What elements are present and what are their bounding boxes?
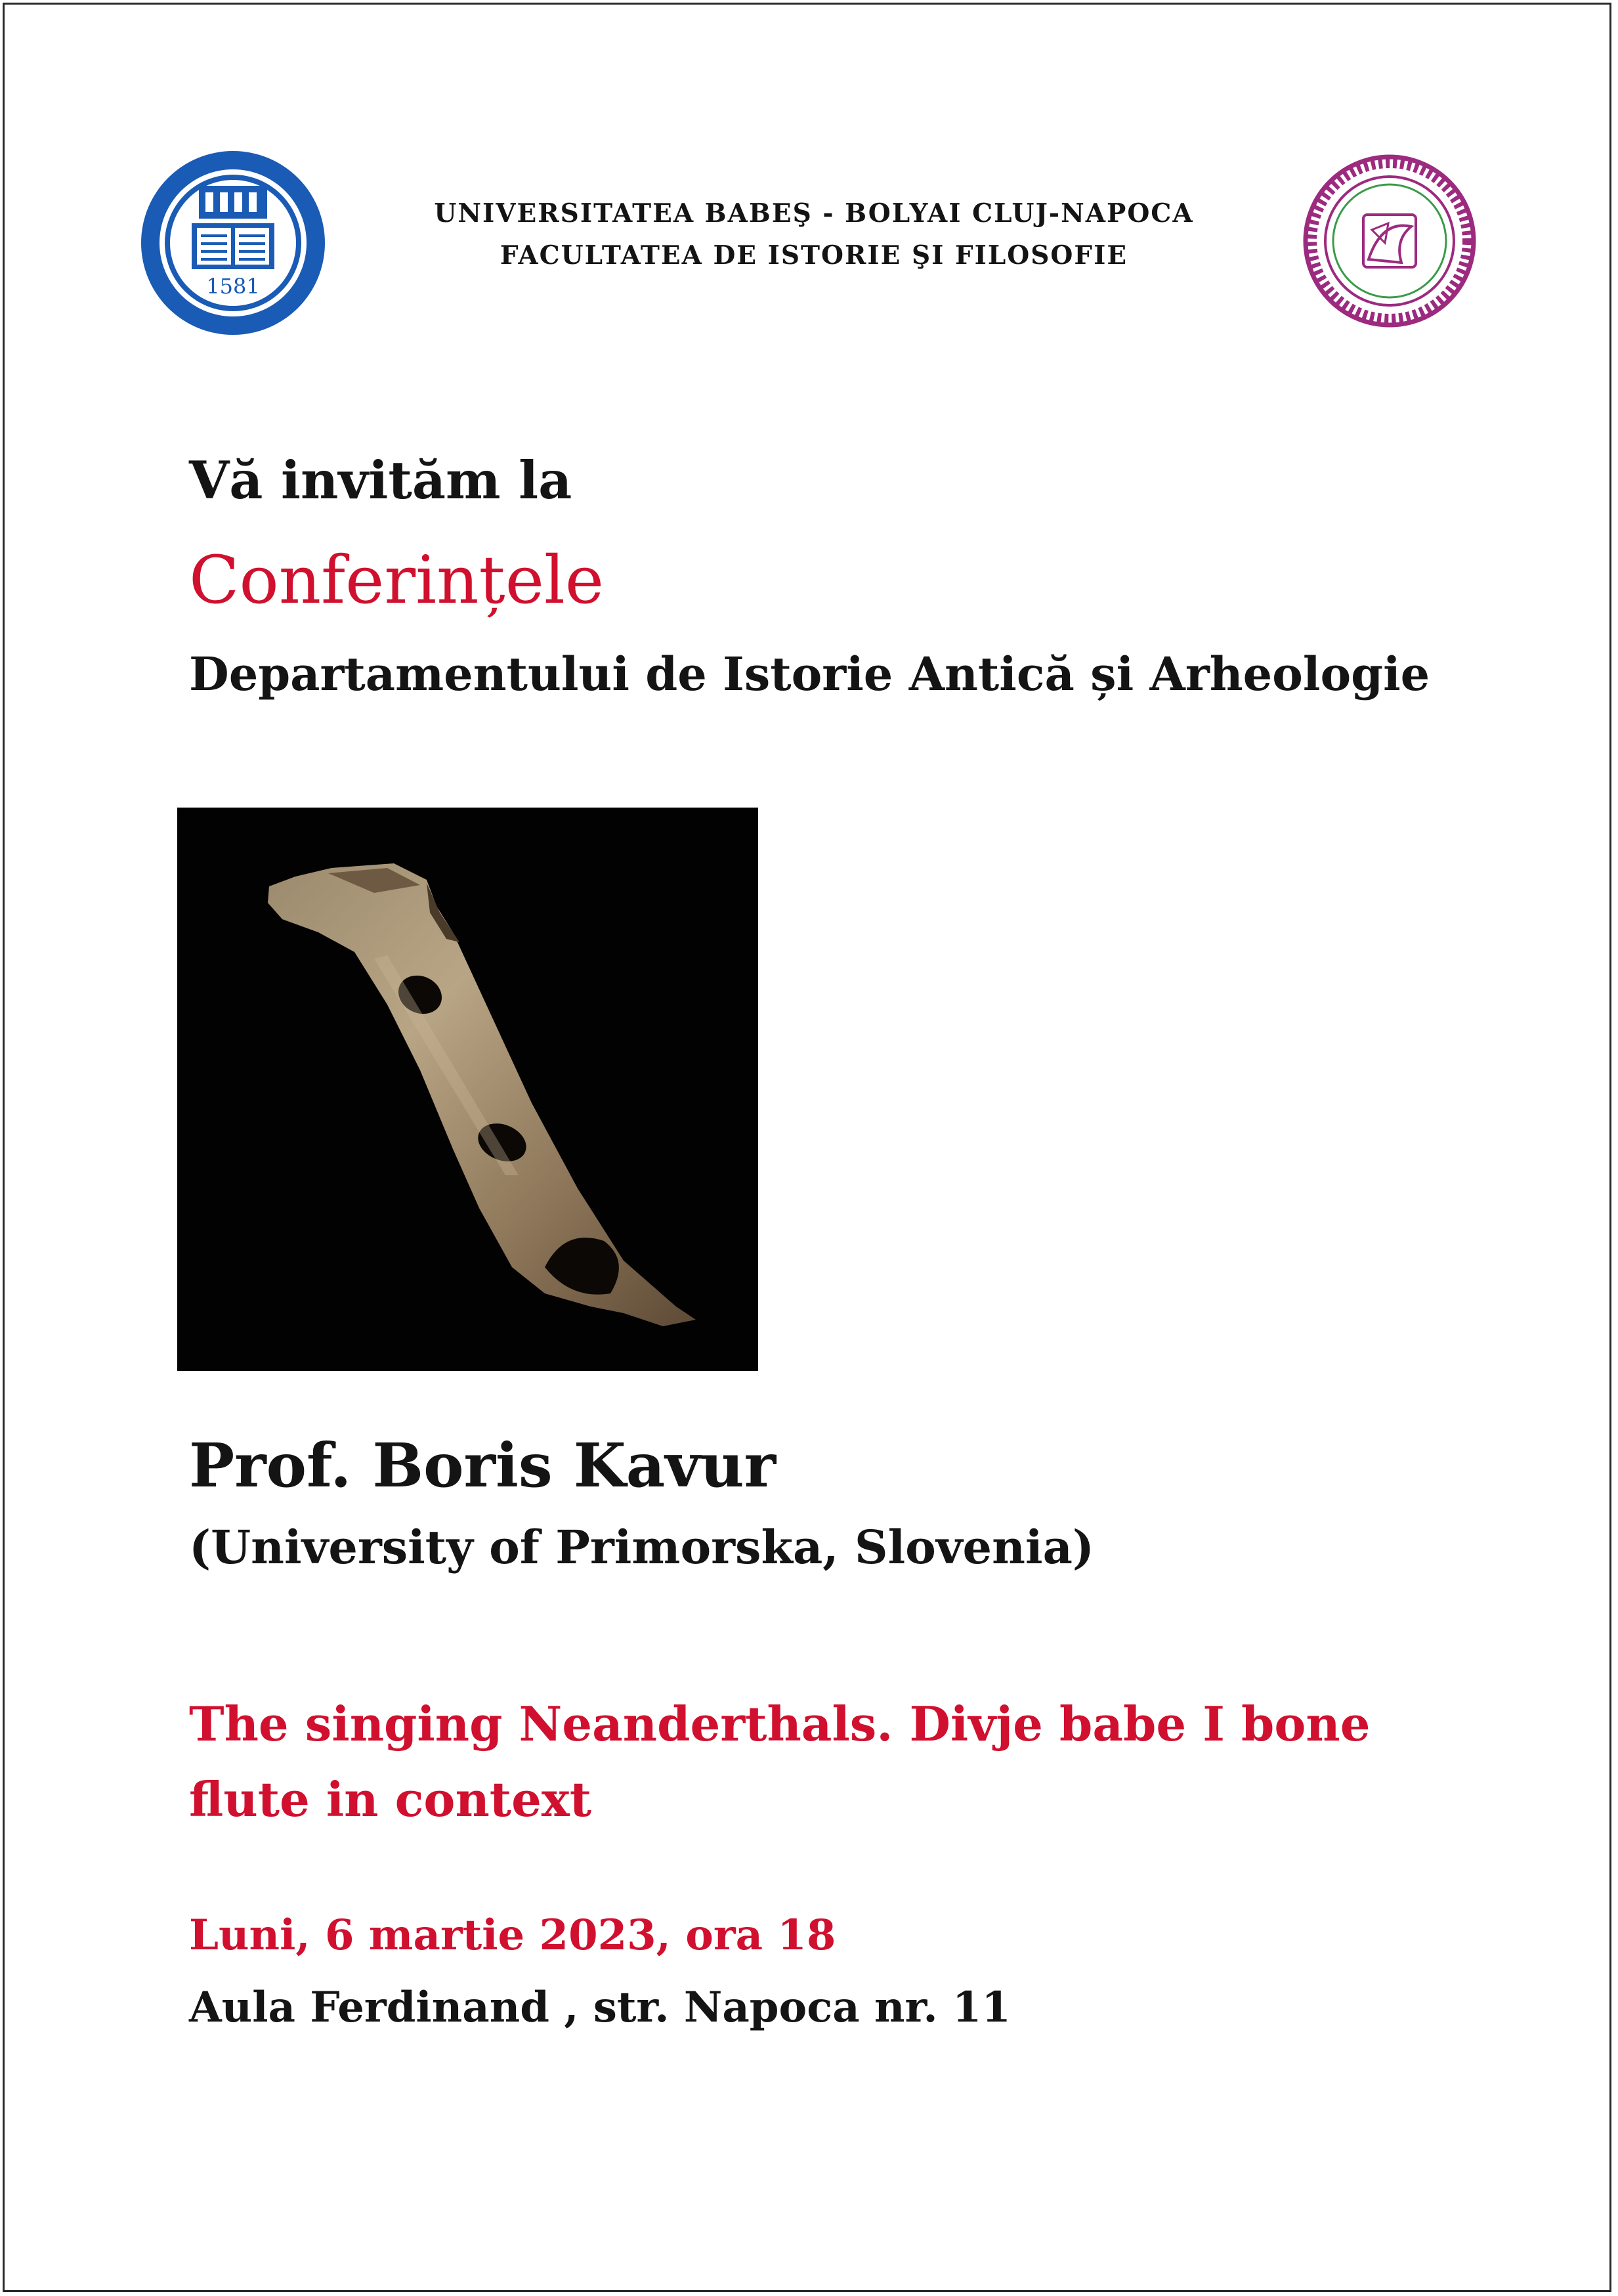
speaker-name: Prof. Boris Kavur — [189, 1430, 777, 1501]
invitation-intro: Vă invităm la — [189, 450, 572, 511]
university-seal-icon — [138, 148, 328, 338]
department-name: Departamentului de Istorie Antică și Arheologie — [189, 647, 1430, 701]
event-venue: Aula Ferdinand , str. Napoca nr. 11 — [189, 1983, 1011, 2032]
faculty-name: FACULTATEA DE ISTORIE ŞI FILOSOFIE — [500, 240, 1128, 271]
bone-flute-photo — [177, 808, 758, 1371]
event-date: Luni, 6 martie 2023, ora 18 — [189, 1911, 836, 1960]
university-name: UNIVERSITATEA BABEŞ - BOLYAI CLUJ-NAPOCA — [434, 198, 1194, 228]
institution-header — [341, 192, 1287, 276]
faculty-seal-icon — [1303, 154, 1477, 328]
seal-year: 1581 — [206, 274, 260, 299]
talk-title: The singing Neanderthals. Divje babe I bone flute in context — [189, 1696, 1371, 1827]
conference-title: Conferințele — [189, 542, 605, 618]
speaker-affiliation: (University of Primorska, Slovenia) — [189, 1520, 1095, 1574]
